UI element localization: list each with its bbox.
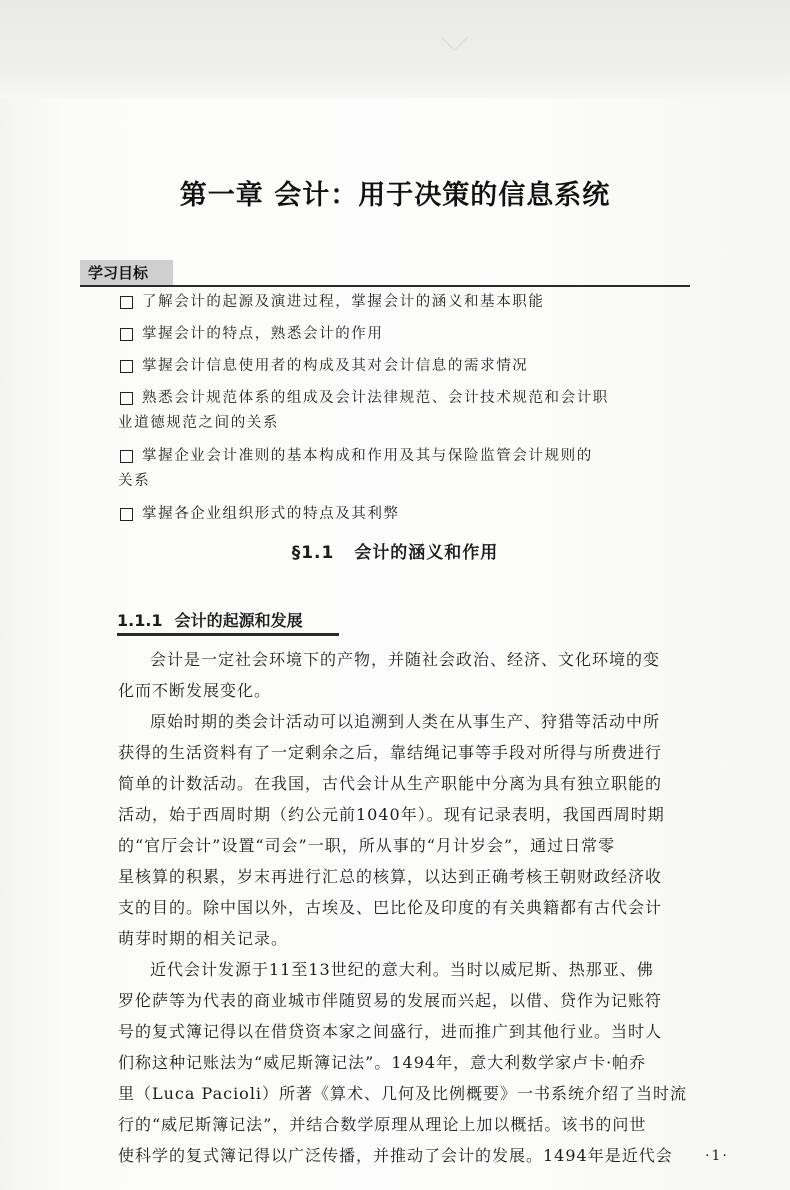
paragraph-line: 简单的计数活动。在我国，古代会计从生产职能中分离为具有独立职能的 bbox=[118, 774, 663, 793]
paragraph-line: 化而不断发展变化。 bbox=[118, 681, 272, 700]
subsection-number: 1.1.1 bbox=[117, 611, 163, 630]
body-text bbox=[118, 644, 692, 1171]
paragraph bbox=[118, 706, 692, 954]
objective-text: 掌握会计的特点，熟悉会计的作用 bbox=[142, 326, 384, 342]
paragraph bbox=[118, 954, 692, 1171]
objective-item bbox=[118, 386, 698, 444]
checkbox-icon bbox=[120, 296, 133, 309]
paragraph-line: 会计是一定社会环境下的产物，并随社会政治、经济、文化环境的变 bbox=[150, 650, 661, 669]
paragraph-line: 使科学的复式簿记得以广泛传播，并推动了会计的发展。1494年是近代会 bbox=[118, 1146, 673, 1165]
paragraph-line: 里（Luca Pacioli）所著《算术、几何及比例概要》一书系统介绍了当时流 bbox=[118, 1084, 688, 1103]
paragraph-line: 号的复式簿记得以在借贷资本家之间盛行，进而推广到其他行业。当时人 bbox=[118, 1022, 663, 1041]
paragraph-line: 获得的生活资料有了一定剩余之后，靠结绳记事等手段对所得与所费进行 bbox=[118, 743, 663, 762]
decorative-mark bbox=[441, 24, 468, 51]
subsection-title: 会计的起源和发展 bbox=[174, 611, 303, 630]
checkbox-icon bbox=[120, 360, 133, 373]
objective-text: 掌握企业会计准则的基本构成和作用及其与保险监管会计规则的 bbox=[142, 448, 593, 464]
page-header bbox=[0, 0, 790, 98]
checkbox-icon bbox=[120, 328, 133, 341]
paragraph-line: 行的“威尼斯簿记法”，并结合数学原理从理论上加以概括。该书的问世 bbox=[118, 1115, 647, 1134]
objective-text-continued: 业道德规范之间的关系 bbox=[118, 415, 279, 431]
checkbox-icon bbox=[120, 508, 133, 521]
objective-item bbox=[118, 354, 698, 386]
page-number: ·1· bbox=[705, 1148, 729, 1164]
objective-text: 掌握各企业组织形式的特点及其利弊 bbox=[142, 506, 400, 522]
section-title: 会计的涵义和作用 bbox=[354, 543, 499, 563]
paragraph-line: 原始时期的类会计活动可以追溯到人类在从事生产、狩猎等活动中所 bbox=[150, 712, 661, 731]
paragraph-line: 们称这种记账法为“威尼斯簿记法”。1494年，意大利数学家卢卡·帕乔 bbox=[118, 1053, 647, 1072]
objective-text: 熟悉会计规范体系的组成及会计法律规范、会计技术规范和会计职 bbox=[142, 390, 609, 406]
objective-item bbox=[118, 322, 698, 354]
paragraph-line: 萌芽时期的相关记录。 bbox=[118, 929, 289, 948]
checkbox-icon bbox=[120, 392, 133, 405]
paragraph-line: 的“官厅会计”设置“司会”一职，所从事的“月计岁会”，通过日常零 bbox=[118, 836, 616, 855]
objective-text: 掌握会计信息使用者的构成及其对会计信息的需求情况 bbox=[142, 358, 529, 374]
objective-item bbox=[118, 444, 698, 502]
objective-text-continued: 关系 bbox=[118, 473, 151, 489]
chapter-title: 第一章 会计：用于决策的信息系统 bbox=[179, 180, 611, 211]
section-number: §1.1 bbox=[291, 543, 335, 563]
objectives-divider bbox=[80, 285, 690, 287]
paragraph-line: 罗伦萨等为代表的商业城市伴随贸易的发展而兴起，以借、贷作为记账符 bbox=[118, 991, 663, 1010]
learning-objectives-list bbox=[118, 290, 698, 534]
paragraph-line: 活动，始于西周时期（约公元前1040年）。现有记录表明，我国西周时期 bbox=[118, 805, 665, 824]
objective-item bbox=[118, 290, 698, 322]
objective-text: 了解会计的起源及演进过程，掌握会计的涵义和基本职能 bbox=[142, 294, 545, 310]
subsection-underline bbox=[117, 633, 339, 636]
paragraph-line: 近代会计发源于11至13世纪的意大利。当时以威尼斯、热那亚、佛 bbox=[150, 960, 654, 979]
paragraph bbox=[118, 644, 692, 706]
learning-objectives-label: 学习目标 bbox=[80, 260, 173, 286]
objective-item bbox=[118, 502, 698, 534]
paragraph-line: 支的目的。除中国以外，古埃及、巴比伦及印度的有关典籍都有古代会计 bbox=[118, 898, 663, 917]
checkbox-icon bbox=[120, 450, 133, 463]
paragraph-line: 星核算的积累，岁末再进行汇总的核算，以达到正确考核王朝财政经济收 bbox=[118, 867, 663, 886]
subsection-heading bbox=[117, 608, 303, 631]
section-heading bbox=[0, 538, 790, 563]
